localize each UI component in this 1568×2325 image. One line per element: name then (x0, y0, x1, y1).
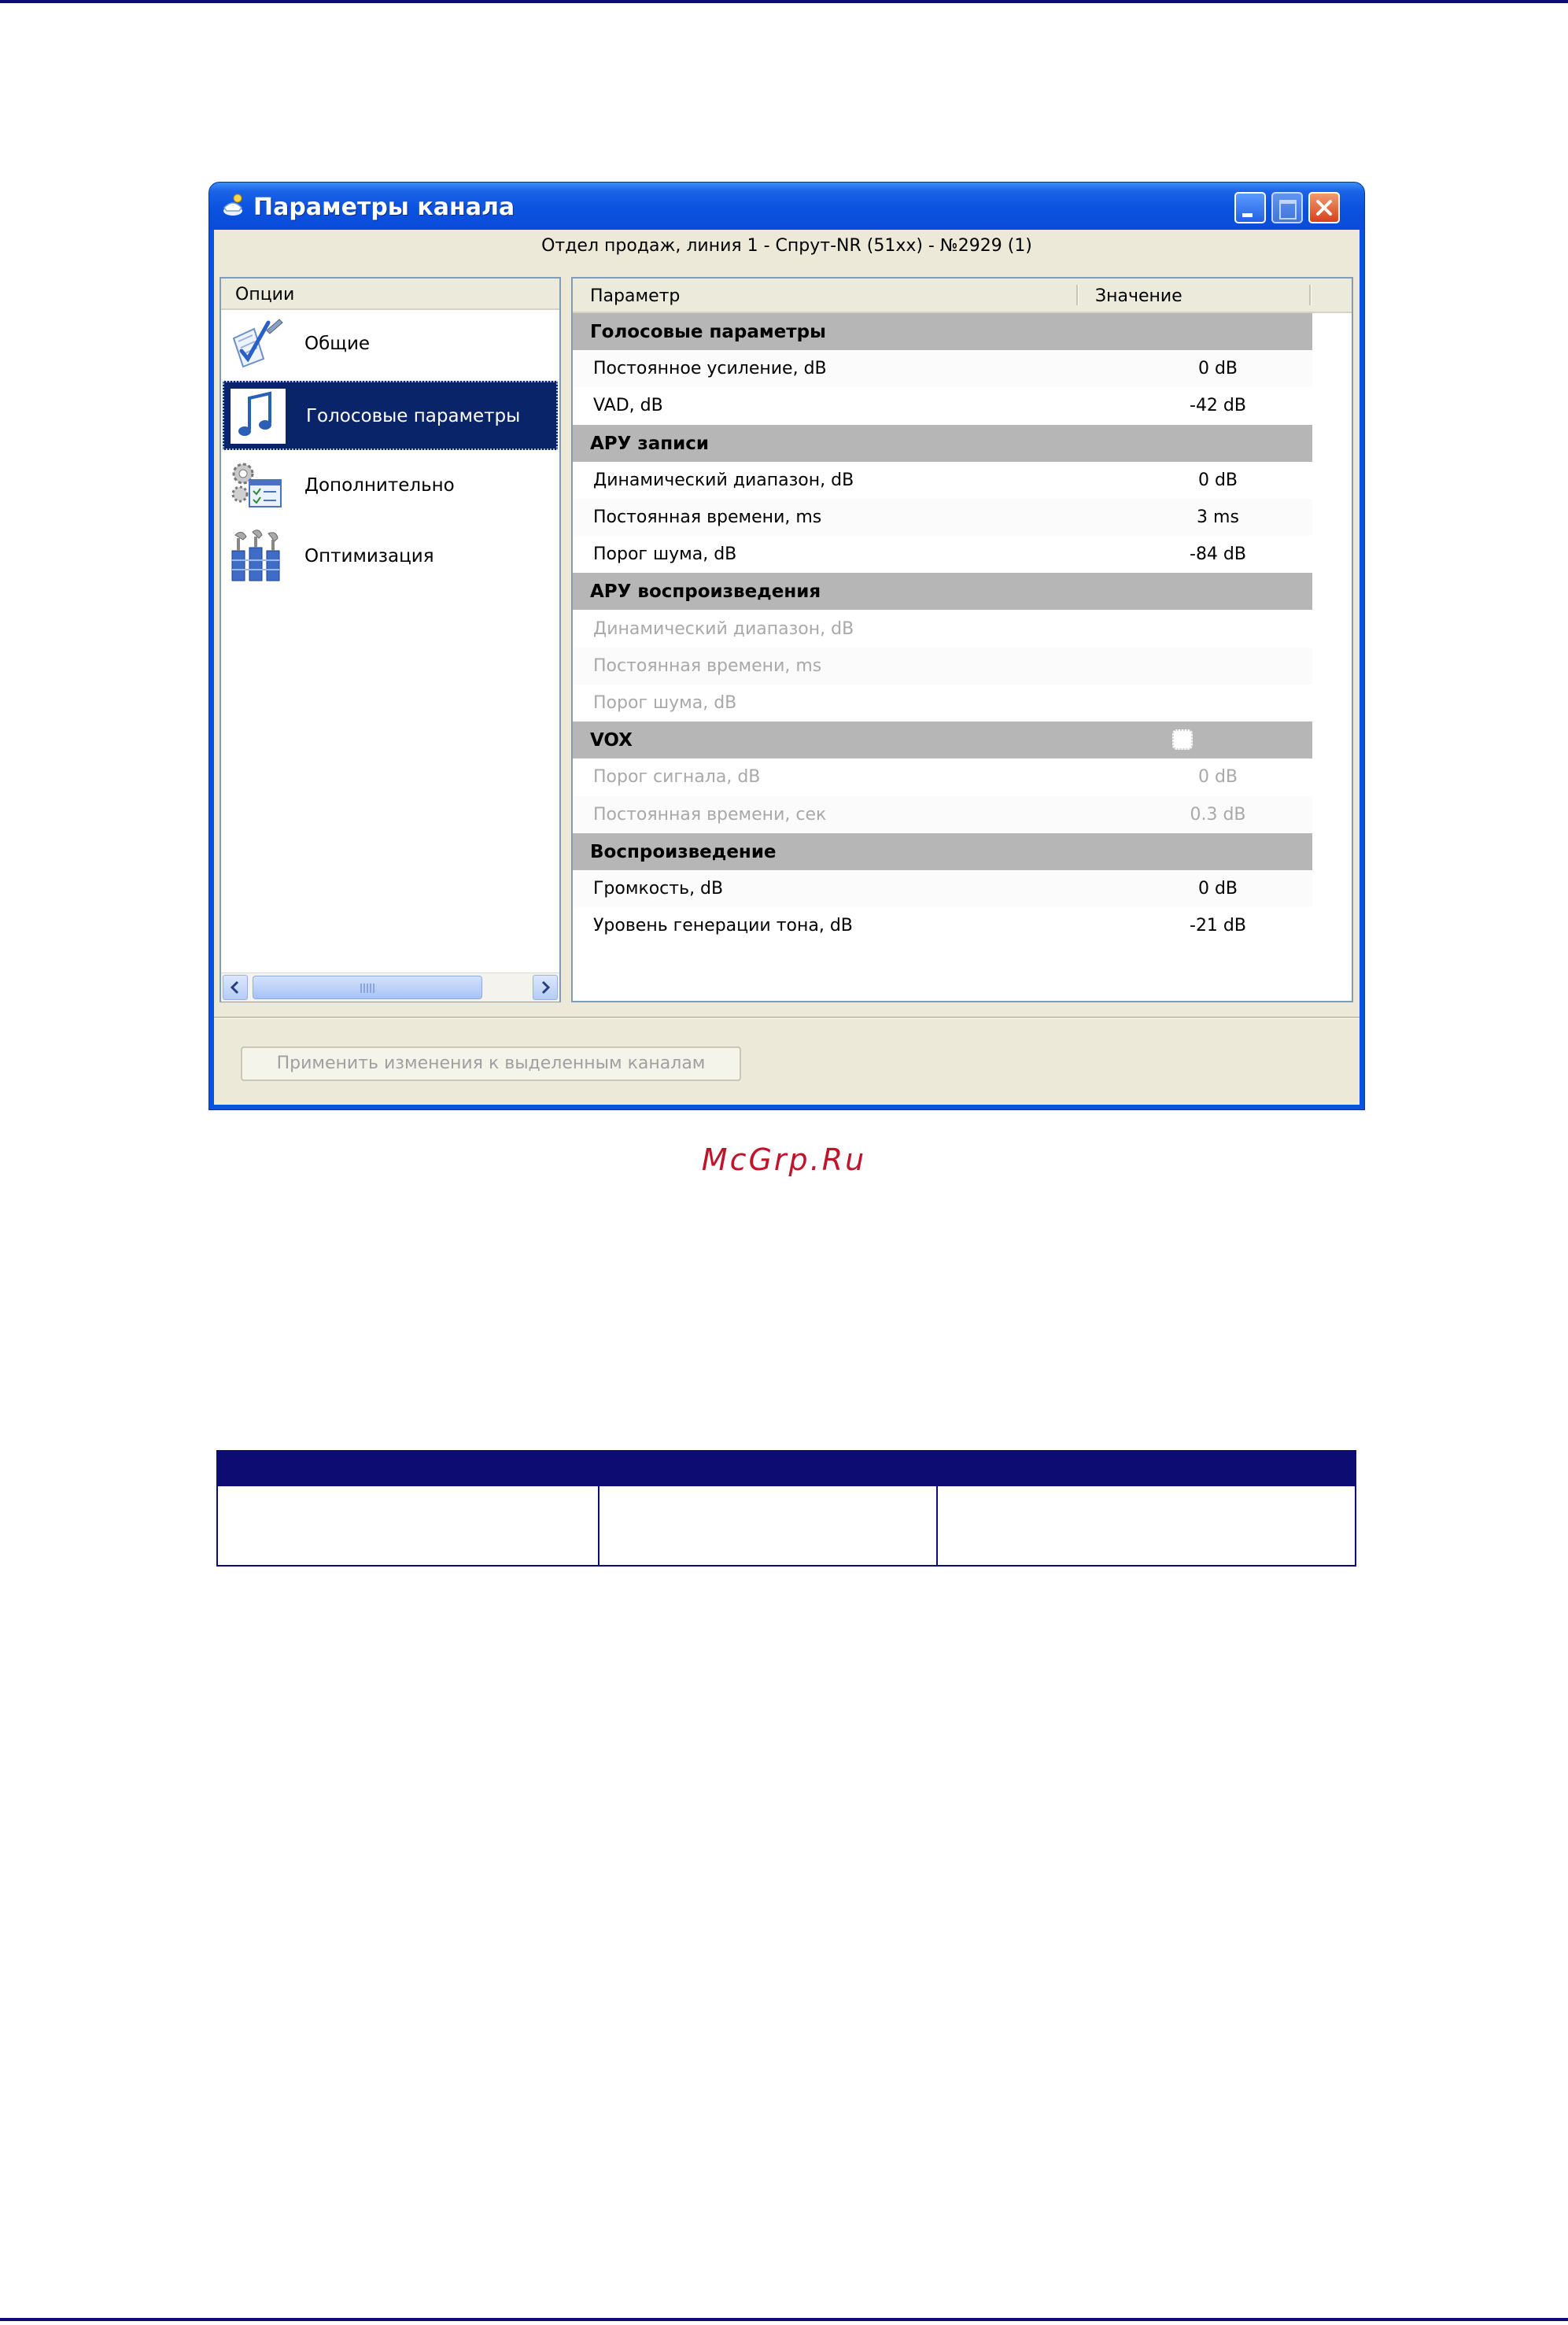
option-label: Оптимизация (304, 546, 434, 566)
param-name: Постоянная времени, сек (593, 805, 827, 825)
grid-row[interactable] (573, 758, 1312, 795)
document-table-header (218, 1452, 1355, 1486)
checklist-pen-icon (227, 315, 286, 373)
param-name: Динамический диапазон, dB (593, 471, 854, 490)
param-value[interactable]: -84 dB (1190, 544, 1246, 564)
window-title: Параметры канала (253, 194, 515, 221)
param-name: Громкость, dB (593, 879, 724, 899)
grid-row[interactable] (573, 350, 1312, 387)
grid-row[interactable] (573, 685, 1312, 721)
params-grid (571, 277, 1353, 1002)
param-value[interactable]: 0 dB (1197, 471, 1238, 490)
option-optimization[interactable] (223, 522, 558, 592)
section-title: АРУ записи (590, 434, 710, 454)
horizontal-scrollbar[interactable] (221, 972, 559, 1002)
table-column-divider (598, 1452, 600, 1565)
param-value: 0.3 dB (1190, 805, 1246, 825)
page-top-rule (0, 0, 1568, 3)
grid-row[interactable] (573, 499, 1312, 536)
grid-row[interactable] (573, 462, 1312, 499)
scroll-left-button[interactable] (223, 975, 248, 1000)
grid-row[interactable] (573, 611, 1312, 648)
param-name: Порог шума, dB (593, 693, 737, 713)
footer-divider (214, 1017, 1360, 1019)
scrollbar-thumb[interactable] (253, 976, 482, 999)
grid-row[interactable] (573, 387, 1312, 424)
param-value[interactable]: -21 dB (1190, 916, 1246, 936)
minimize-button[interactable] (1234, 192, 1266, 223)
maximize-button[interactable] (1271, 192, 1303, 223)
param-value[interactable]: -42 dB (1190, 396, 1246, 415)
option-voice-params[interactable] (223, 381, 558, 450)
section-title: VOX (590, 730, 633, 751)
param-value: 0 dB (1197, 767, 1238, 787)
chevron-right-icon (533, 976, 557, 999)
channel-params-window (208, 182, 1365, 1110)
options-pane (220, 277, 561, 1002)
param-name: Уровень генерации тона, dB (593, 916, 853, 936)
param-name: Порог сигнала, dB (593, 767, 761, 787)
title-bar[interactable] (209, 183, 1364, 230)
column-header-value[interactable]: Значение (1095, 286, 1182, 306)
grid-section-header[interactable] (573, 833, 1312, 870)
phone-icon (220, 192, 245, 217)
option-general[interactable] (223, 310, 558, 379)
column-divider[interactable] (1309, 285, 1312, 305)
gears-settings-icon (227, 456, 286, 515)
grid-section-header[interactable] (573, 721, 1312, 758)
section-title: Воспроизведение (590, 842, 777, 862)
param-name: Постоянная времени, ms (593, 656, 822, 676)
channel-label: Отдел продаж, линия 1 - Спрут-NR (51xx) - №2929 (1) (541, 236, 1032, 256)
option-label: Общие (304, 334, 371, 354)
scrollbar-grip (360, 984, 374, 993)
table-column-divider (936, 1452, 938, 1565)
section-title: Голосовые параметры (590, 322, 826, 342)
scroll-right-button[interactable] (533, 975, 558, 1000)
tools-optimization-icon (227, 527, 286, 585)
grid-section-header[interactable] (573, 573, 1312, 610)
grid-section-header[interactable] (573, 313, 1312, 350)
param-name: Динамический диапазон, dB (593, 619, 854, 639)
grid-header (573, 279, 1352, 313)
column-header-param[interactable]: Параметр (590, 286, 681, 306)
param-name: Постоянное усиление, dB (593, 359, 827, 378)
option-label: Дополнительно (304, 475, 455, 496)
document-table (216, 1450, 1356, 1567)
column-divider[interactable] (1076, 285, 1079, 305)
grid-row[interactable] (573, 870, 1312, 907)
option-label: Голосовые параметры (306, 406, 521, 426)
close-button[interactable] (1308, 192, 1340, 223)
options-header[interactable]: Опции (221, 279, 559, 310)
param-name: VAD, dB (593, 396, 663, 415)
param-value[interactable]: 0 dB (1197, 359, 1238, 378)
grid-row[interactable] (573, 536, 1312, 573)
param-value[interactable]: 0 dB (1197, 879, 1238, 899)
chevron-left-icon (223, 976, 247, 999)
music-note-icon (229, 387, 287, 445)
section-title: АРУ воспроизведения (590, 581, 821, 602)
apply-changes-button[interactable]: Применить изменения к выделенным каналам (241, 1046, 741, 1081)
param-name: Порог шума, dB (593, 544, 737, 564)
window-client-area (214, 230, 1360, 1105)
page-bottom-rule (0, 2318, 1568, 2321)
option-additional[interactable] (223, 452, 558, 521)
grid-row[interactable] (573, 796, 1312, 833)
vox-checkbox[interactable] (1172, 729, 1193, 750)
param-value[interactable]: 3 ms (1197, 507, 1239, 527)
watermark-text: McGrp.Ru (701, 1142, 867, 1177)
param-name: Постоянная времени, ms (593, 507, 822, 527)
close-icon (1315, 199, 1333, 216)
grid-section-header[interactable] (573, 425, 1312, 462)
grid-row[interactable] (573, 648, 1312, 685)
grid-row[interactable] (573, 907, 1312, 944)
